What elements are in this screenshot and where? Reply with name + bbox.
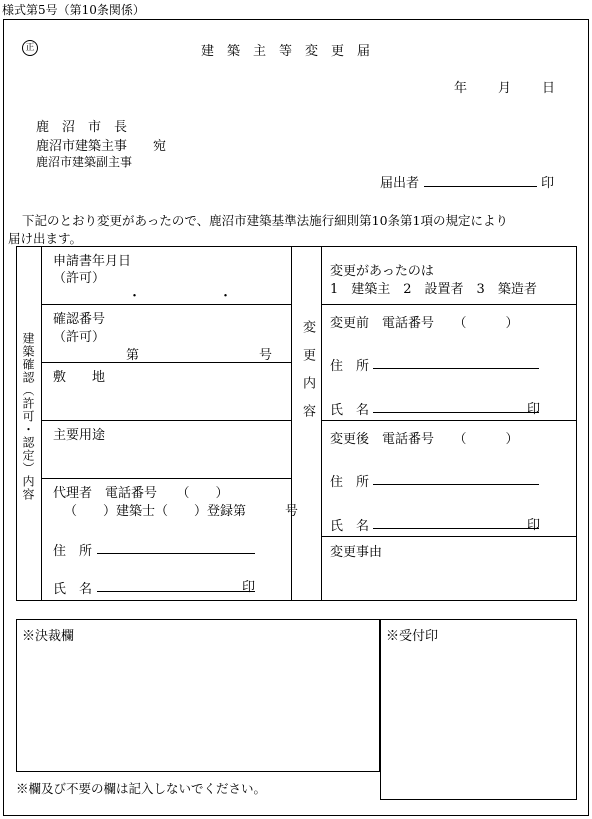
agent-name-label: 氏 名 [53,582,93,597]
intro-line-1: 下記のとおり変更があったので、鹿沼市建築基準法施行細則第10条第1項の規定により [22,213,508,228]
confirmation-number-go: 号 [259,348,273,363]
agent-label: 代理者 電話番号 （ ） [53,486,229,501]
agent-address-label: 住 所 [53,544,93,559]
addressee-chief-official: 鹿沼市建築主事 [36,139,128,154]
change-type-options: 1 建築主 2 設置者 3 築造者 [330,282,537,297]
page-title: 建 築 主 等 変 更 届 [201,44,371,59]
date-month: 月 [498,81,512,96]
after-seal: 印 [527,518,541,533]
addressee-mayor: 鹿 沼 市 長 [36,120,128,135]
divider [41,362,291,363]
footnote: ※欄及び不要の欄は記入しないでください。 [16,781,267,796]
after-address-line[interactable] [373,470,539,485]
application-date-label: 申請書年月日 [53,254,132,269]
addressee-deputy-official: 鹿沼市建築副主事 [36,155,133,169]
before-name-label: 氏 名 [330,403,370,418]
form-label: 様式第5号（第10条関係） [2,3,145,17]
date-day: 日 [542,81,556,96]
divider [321,536,577,537]
application-date-sub: （許可） [53,271,106,286]
reason-label: 変更事由 [330,545,383,560]
site-label: 敷 地 [53,370,106,385]
before-address-label: 住 所 [330,359,370,374]
change-type-label: 変更があったのは [330,264,434,279]
agent-address-line[interactable] [97,539,255,554]
divider [321,246,322,601]
agent-name-line[interactable] [97,577,255,592]
agent-registration: （ ）建築士（ ）登録第 号 [64,504,299,519]
confirmation-number-dai: 第 [126,348,140,363]
decision-label: ※決裁欄 [22,629,75,644]
usage-label: 主要用途 [53,428,106,443]
divider [321,304,577,305]
divider [321,420,577,421]
reception-box[interactable] [380,619,577,800]
before-label: 変更前 電話番号 （ ） [330,316,519,331]
after-address-label: 住 所 [330,475,370,490]
notifier-seal: 印 [541,176,555,191]
after-label: 変更後 電話番号 （ ） [330,432,519,447]
middle-section-header: 変 更 内 容 [300,320,315,418]
left-section-header: 建築確認（許可・認定）内容 [21,332,35,501]
confirmation-number-label: 確認番号 [53,312,106,327]
after-name-line[interactable] [373,514,539,529]
after-name-label: 氏 名 [330,519,370,534]
agent-seal: 印 [242,580,256,595]
before-seal: 印 [527,402,541,417]
addressee-honorific: 宛 [153,139,167,154]
confirmation-number-sub: （許可） [53,330,106,345]
divider [41,304,291,305]
date-year: 年 [454,81,468,96]
notifier-line[interactable] [424,172,537,187]
seal-mark-icon: 正 [22,40,38,56]
before-name-line[interactable] [373,398,539,413]
divider [41,420,291,421]
application-date-value[interactable]: ・ ・ [128,289,233,304]
before-address-line[interactable] [373,354,539,369]
notifier-label: 届出者 [380,176,420,191]
divider [41,478,291,479]
intro-line-2: 届け出ます。 [8,231,83,246]
reception-label: ※受付印 [386,629,439,644]
divider [41,246,42,601]
divider [291,246,292,601]
